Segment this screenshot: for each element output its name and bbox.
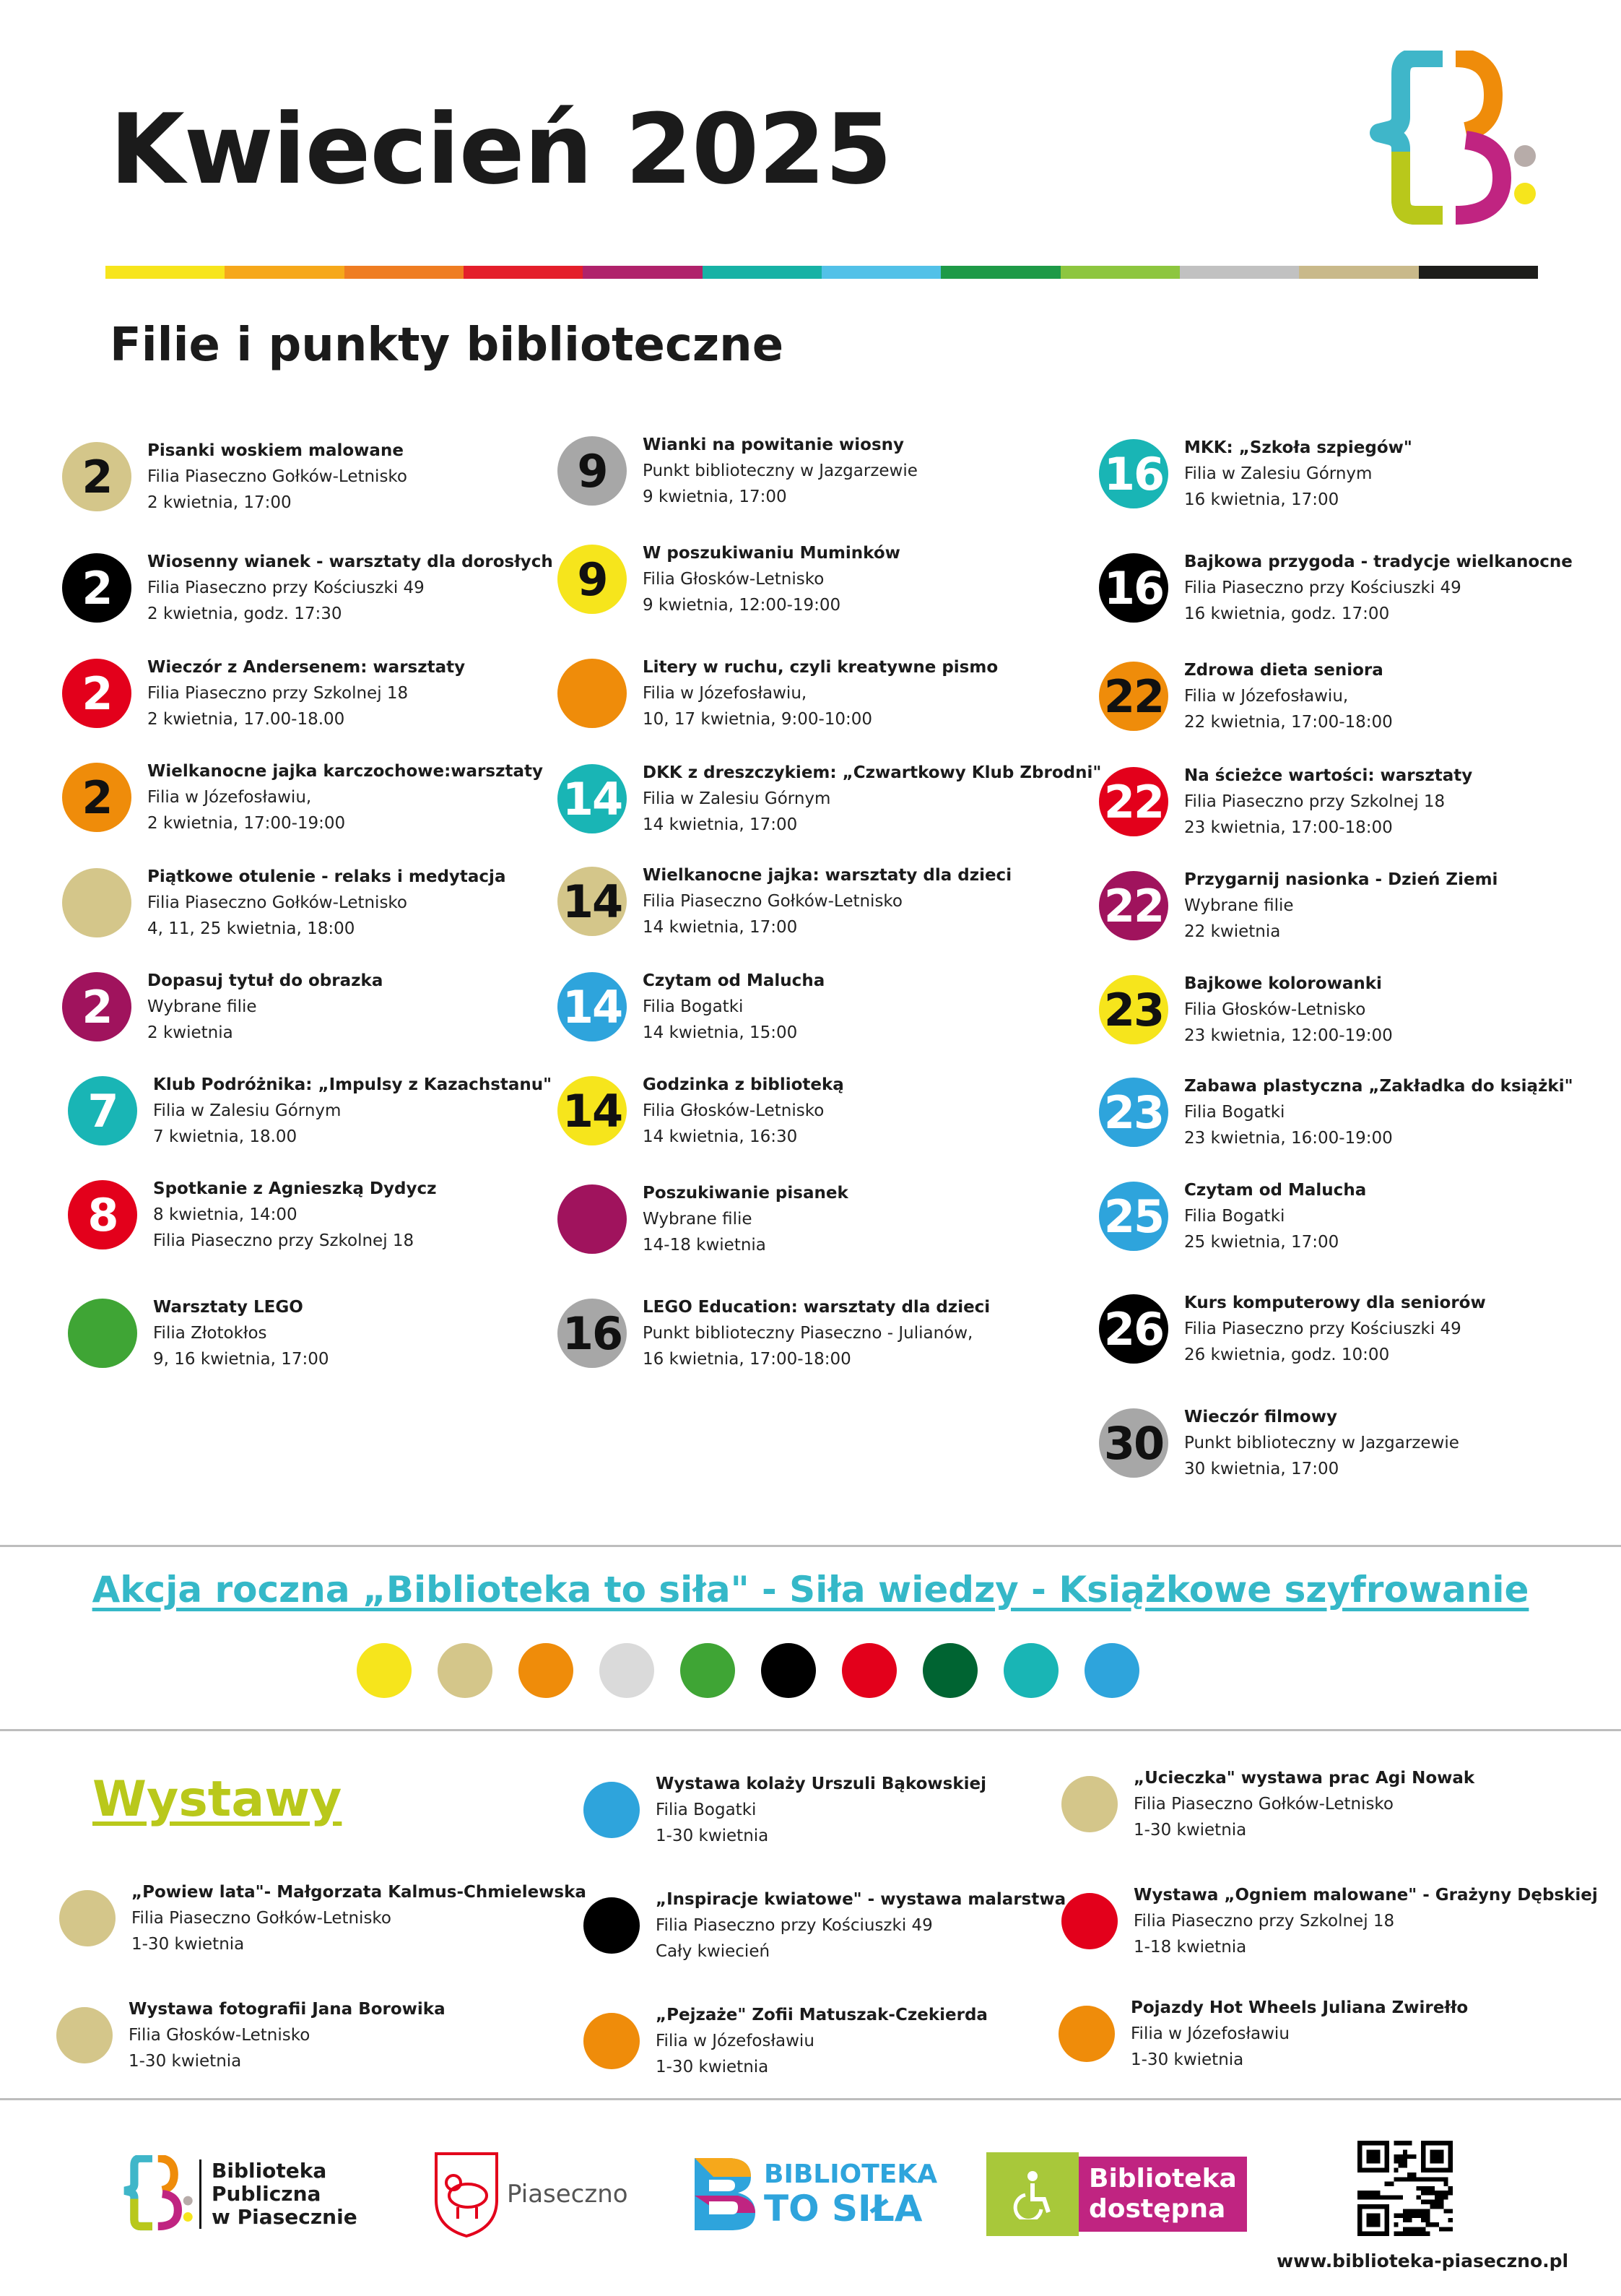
event-info-line: 9 kwietnia, 17:00 [643, 488, 787, 506]
event-title: Pisanki woskiem malowane [147, 441, 404, 460]
event-item [557, 760, 1101, 838]
piaseczno-logo [432, 2149, 628, 2239]
event-details [153, 1072, 552, 1150]
event-info-line: 2 kwietnia, 17:00 [147, 493, 292, 512]
exhibition-item [583, 1771, 986, 1849]
stripe-segment [703, 266, 822, 279]
exhibition-color-dot [59, 1890, 116, 1946]
event-title: Na ścieżce wartości: warsztaty [1184, 766, 1473, 785]
event-day-badge: 26 [1099, 1294, 1168, 1364]
exhibition-info-line: Filia w Józefosławiu [1131, 2024, 1290, 2043]
exhibition-color-dot [583, 2013, 640, 2069]
section-title: Filie i punkty biblioteczne [110, 319, 784, 372]
event-details [643, 1294, 990, 1372]
exhibition-info-line: Filia Piaseczno Gołków-Letnisko [1134, 1795, 1394, 1814]
event-title: Czytam od Malucha [643, 971, 825, 990]
event-details [153, 1176, 436, 1254]
exhibition-info-line: 1-18 kwietnia [1134, 1938, 1247, 1957]
exhibition-details [656, 1886, 1066, 1964]
divider [0, 2098, 1621, 2100]
exhibition-details [1131, 1995, 1468, 2073]
event-details [1184, 971, 1393, 1049]
event-item [557, 1294, 990, 1372]
biblioteka-dostepna-logo [986, 2152, 1247, 2236]
exhibition-details [1134, 1765, 1474, 1843]
event-item [1099, 1404, 1459, 1482]
event-title: Czytam od Malucha [1184, 1181, 1367, 1200]
event-info-line: 2 kwietnia, 17:00-19:00 [147, 814, 346, 833]
event-item [62, 438, 407, 516]
event-info-line: Filia Piaseczno przy Szkolnej 18 [153, 1231, 414, 1250]
exhibition-item [59, 1879, 586, 1957]
exhibition-title: Wystawa kolaży Urszuli Bąkowskiej [656, 1775, 986, 1793]
event-day-badge: 7 [68, 1076, 137, 1145]
campaign-dot [1085, 1643, 1139, 1698]
exhibition-item [1061, 1882, 1598, 1960]
exhibition-title: „Powiew lata"- Małgorzata Kalmus-Chmielewska [131, 1883, 586, 1902]
qr-code-icon[interactable] [1357, 2141, 1453, 2236]
event-day-badge: 2 [62, 659, 131, 728]
event-info-line: 2 kwietnia, godz. 17:30 [147, 605, 342, 623]
exhibition-title: „Ucieczka" wystawa prac Agi Nowak [1134, 1769, 1475, 1788]
exhibition-item [1059, 1995, 1468, 2073]
stripe-segment [1180, 266, 1299, 279]
event-day-badge: 30 [1099, 1408, 1168, 1478]
event-info-line: 23 kwietnia, 17:00-18:00 [1184, 818, 1393, 837]
exhibition-color-dot [583, 1782, 640, 1838]
event-info-line: 23 kwietnia, 16:00-19:00 [1184, 1129, 1393, 1148]
stripe-segment [344, 266, 464, 279]
event-day-badge: 9 [557, 545, 627, 614]
event-details [147, 758, 543, 836]
exhibition-info-line: 1-30 kwietnia [656, 1827, 769, 1845]
campaign-dot [438, 1643, 492, 1698]
event-day-badge [557, 659, 627, 728]
event-details [1184, 1073, 1573, 1151]
event-day-badge [557, 1184, 627, 1254]
exhibitions-heading[interactable]: Wystawy [92, 1771, 342, 1828]
event-title: W poszukiwaniu Muminków [643, 544, 900, 563]
exhibition-details [656, 2002, 988, 2080]
event-day-badge: 9 [557, 436, 627, 506]
exhibition-info-line: Cały kwiecień [656, 1942, 770, 1961]
exhibition-info-line: Filia w Józefosławiu [656, 2032, 814, 2050]
stripe-segment [105, 266, 225, 279]
event-info-line: 16 kwietnia, 17:00-18:00 [643, 1350, 851, 1369]
event-item [557, 1180, 848, 1258]
event-day-badge: 14 [557, 764, 627, 833]
event-info-line: 2 kwietnia [147, 1023, 233, 1042]
annual-campaign-link[interactable]: Akcja roczna „Biblioteka to siła" - Siła wiedzy - Książkowe szyfrowanie [92, 1569, 1529, 1611]
event-details [643, 862, 1012, 940]
event-info-line: Punkt biblioteczny Piaseczno - Julianów, [643, 1324, 973, 1343]
event-details [147, 968, 383, 1046]
event-item [62, 864, 505, 942]
website-url[interactable]: www.biblioteka-piaseczno.pl [1277, 2250, 1569, 2271]
event-details [643, 1072, 844, 1150]
exhibition-color-dot [583, 1897, 640, 1954]
exhibition-item [1061, 1765, 1474, 1843]
event-info-line: Wybrane filie [643, 1210, 752, 1229]
event-details [1184, 1290, 1486, 1368]
event-item [68, 1176, 436, 1254]
event-title: MKK: „Szkoła szpiegów" [1184, 438, 1412, 457]
event-day-badge: 22 [1099, 662, 1168, 731]
event-info-line: 22 kwietnia [1184, 922, 1281, 941]
event-info-line: Filia Bogatki [643, 997, 744, 1016]
stripe-segment [1299, 266, 1418, 279]
event-info-line: Filia Piaseczno przy Kościuszki 49 [147, 579, 425, 597]
event-info-line: Wybrane filie [1184, 896, 1294, 915]
event-info-line: Filia Głosków-Letnisko [1184, 1000, 1366, 1019]
event-info-line: 26 kwietnia, godz. 10:00 [1184, 1346, 1390, 1364]
exhibition-details [1134, 1882, 1598, 1960]
event-title: Poszukiwanie pisanek [643, 1184, 848, 1203]
stripe-segment [941, 266, 1060, 279]
event-info-line: 14 kwietnia, 16:30 [643, 1127, 798, 1146]
event-details [643, 1180, 848, 1258]
library-footer-logo [116, 2155, 357, 2233]
exhibition-details [656, 1771, 986, 1849]
event-item [1099, 1290, 1486, 1368]
event-day-badge: 14 [557, 867, 627, 936]
exhibition-info-line: 1-30 kwietnia [131, 1935, 245, 1954]
biblioteka-to-sila-logo [692, 2155, 937, 2233]
event-title: Warsztaty LEGO [153, 1298, 303, 1317]
accessibility-icon [986, 2152, 1079, 2236]
event-info-line: Filia w Józefosławiu, [643, 684, 807, 703]
campaign-dot [1004, 1643, 1059, 1698]
event-info-line: 14 kwietnia, 17:00 [643, 815, 798, 834]
event-day-badge: 16 [1099, 553, 1168, 623]
event-title: Wielkanocne jajka: warsztaty dla dzieci [643, 866, 1012, 885]
event-info-line: Filia w Zalesiu Górnym [1184, 464, 1373, 483]
event-day-badge: 2 [62, 763, 131, 832]
event-info-line: 8 kwietnia, 14:00 [153, 1205, 297, 1224]
event-day-badge: 2 [62, 553, 131, 623]
event-title: Wianki na powitanie wiosny [643, 436, 905, 454]
event-info-line: 14-18 kwietnia [643, 1236, 766, 1255]
campaign-dot [357, 1643, 412, 1698]
library-logo-icon [1357, 51, 1538, 231]
event-title: Dopasuj tytuł do obrazka [147, 971, 383, 990]
exhibition-info-line: Filia Bogatki [656, 1801, 757, 1819]
event-item [557, 968, 825, 1046]
exhibition-title: Pojazdy Hot Wheels Juliana Zwirełło [1131, 1998, 1469, 2017]
campaign-dot [518, 1643, 573, 1698]
event-info-line: 10, 17 kwietnia, 9:00-10:00 [643, 710, 873, 729]
event-title: Wieczór z Andersenem: warsztaty [147, 658, 466, 677]
exhibition-color-dot [1061, 1893, 1118, 1949]
exhibition-color-dot [56, 2007, 113, 2063]
event-item [557, 432, 918, 510]
campaign-dot [923, 1643, 978, 1698]
event-day-badge: 23 [1099, 975, 1168, 1044]
event-details [1184, 657, 1393, 735]
event-info-line: Filia Piaseczno przy Szkolnej 18 [147, 684, 409, 703]
event-day-badge: 14 [557, 972, 627, 1041]
exhibition-title: Wystawa fotografii Jana Borowika [129, 2000, 446, 2019]
event-day-badge: 16 [557, 1299, 627, 1368]
event-details [643, 968, 825, 1046]
accessible-line: dostępna [1089, 2194, 1226, 2224]
event-title: Godzinka z biblioteką [643, 1075, 844, 1094]
event-details [643, 432, 918, 510]
stripe-segment [822, 266, 941, 279]
event-item [62, 549, 553, 627]
event-info-line: 16 kwietnia, 17:00 [1184, 490, 1339, 509]
exhibition-info-line: 1-30 kwietnia [656, 2058, 769, 2076]
exhibition-info-line: Filia Piaseczno przy Szkolnej 18 [1134, 1912, 1395, 1931]
event-info-line: 30 kwietnia, 17:00 [1184, 1460, 1339, 1478]
library-name-line: w Piasecznie [212, 2205, 357, 2229]
exhibition-info-line: 1-30 kwietnia [129, 2052, 242, 2071]
event-item [62, 654, 465, 732]
exhibition-item [56, 1996, 446, 2074]
event-info-line: 25 kwietnia, 17:00 [1184, 1233, 1339, 1252]
event-info-line: Filia Bogatki [1184, 1103, 1285, 1122]
event-info-line: 4, 11, 25 kwietnia, 18:00 [147, 919, 355, 938]
exhibition-info-line: 1-30 kwietnia [1131, 2050, 1244, 2069]
event-item [68, 1294, 329, 1372]
exhibition-color-dot [1059, 2006, 1115, 2062]
exhibition-info-line: Filia Głosków-Letnisko [129, 2026, 310, 2045]
city-name: Piaseczno [507, 2180, 628, 2209]
event-info-line: Filia Głosków-Letnisko [643, 570, 825, 589]
page-title: Kwiecień 2025 [110, 93, 892, 206]
exhibition-item [583, 2002, 988, 2080]
event-info-line: Filia Piaseczno Gołków-Letnisko [147, 467, 408, 486]
event-details [643, 654, 998, 732]
event-details [1184, 867, 1498, 945]
stripe-segment [464, 266, 583, 279]
exhibition-details [131, 1879, 586, 1957]
event-item [1099, 657, 1393, 735]
event-title: Zdrowa dieta seniora [1184, 661, 1383, 680]
event-title: LEGO Education: warsztaty dla dzieci [643, 1298, 991, 1317]
exhibition-info-line: 1-30 kwietnia [1134, 1821, 1247, 1840]
event-item [557, 654, 998, 732]
exhibition-info-line: Filia Piaseczno przy Kościuszki 49 [656, 1916, 933, 1935]
event-details [643, 760, 1101, 838]
campaign-dot [680, 1643, 735, 1698]
exhibition-details [129, 1996, 446, 2074]
event-item [1099, 1073, 1573, 1151]
color-stripe [105, 266, 1538, 279]
event-details [643, 540, 900, 618]
event-info-line: Filia w Józefosławiu, [1184, 687, 1349, 706]
exhibition-title: Wystawa „Ogniem malowane" - Grażyny Dębskiej [1134, 1886, 1598, 1905]
event-info-line: Filia Piaseczno przy Szkolnej 18 [1184, 792, 1446, 811]
event-item [1099, 867, 1498, 945]
event-details [147, 654, 465, 732]
event-title: Litery w ruchu, czyli kreatywne pismo [643, 658, 999, 677]
event-info-line: 9, 16 kwietnia, 17:00 [153, 1350, 329, 1369]
bts-line: TO SIŁA [764, 2188, 923, 2230]
event-day-badge: 22 [1099, 767, 1168, 836]
library-name-line: Publiczna [212, 2182, 321, 2206]
bts-line: BIBLIOTEKA [764, 2159, 938, 2189]
event-title: Klub Podróżnika: „Impulsy z Kazachstanu" [153, 1075, 552, 1094]
event-day-badge [62, 868, 131, 937]
event-item [1099, 971, 1393, 1049]
library-small-icon [116, 2155, 194, 2233]
event-day-badge: 2 [62, 442, 131, 511]
event-day-badge: 22 [1099, 871, 1168, 940]
event-details [153, 1294, 329, 1372]
event-info-line: 16 kwietnia, godz. 17:00 [1184, 605, 1390, 623]
event-title: Wielkanocne jajka karczochowe:warsztaty [147, 762, 543, 781]
event-title: Bajkowa przygoda - tradycje wielkanocne [1184, 553, 1573, 571]
exhibition-item [583, 1886, 1066, 1964]
event-title: Zabawa plastyczna „Zakładka do książki" [1184, 1077, 1573, 1096]
event-item [1099, 1177, 1366, 1255]
stripe-segment [583, 266, 702, 279]
event-title: Wiosenny wianek - warsztaty dla dorosłych [147, 553, 553, 571]
campaign-dot [761, 1643, 816, 1698]
event-item [557, 862, 1012, 940]
event-info-line: Filia Złotokłos [153, 1324, 267, 1343]
event-info-line: 7 kwietnia, 18.00 [153, 1127, 297, 1146]
event-info-line: 22 kwietnia, 17:00-18:00 [1184, 713, 1393, 732]
event-info-line: 23 kwietnia, 12:00-19:00 [1184, 1026, 1393, 1045]
event-item [557, 540, 900, 618]
event-details [1184, 549, 1573, 627]
stripe-segment [1061, 266, 1180, 279]
event-day-badge: 16 [1099, 439, 1168, 508]
event-details [1184, 1177, 1366, 1255]
stripe-segment [1419, 266, 1538, 279]
event-title: Spotkanie z Agnieszką Dydycz [153, 1179, 437, 1198]
exhibition-title: „Inspiracje kwiatowe" - wystawa malarstwa [656, 1890, 1066, 1909]
event-item [68, 1072, 552, 1150]
event-item [62, 758, 543, 836]
divider [0, 1729, 1621, 1731]
event-info-line: 2 kwietnia, 17.00-18.00 [147, 710, 345, 729]
event-title: Kurs komputerowy dla seniorów [1184, 1294, 1486, 1312]
event-title: Przygarnij nasionka - Dzień Ziemi [1184, 870, 1498, 889]
event-day-badge [68, 1299, 137, 1368]
event-details [1184, 435, 1412, 513]
library-name-line: Biblioteka [212, 2159, 327, 2183]
event-info-line: Filia Bogatki [1184, 1207, 1285, 1226]
event-info-line: Filia Głosków-Letnisko [643, 1101, 825, 1120]
event-details [147, 549, 553, 627]
event-info-line: Punkt biblioteczny w Jazgarzewie [1184, 1434, 1459, 1452]
event-title: Piątkowe otulenie - relaks i medytacja [147, 867, 506, 886]
bts-b-icon [692, 2155, 758, 2233]
event-item [1099, 435, 1412, 513]
event-info-line: Filia Piaseczno Gołków-Letnisko [147, 893, 408, 912]
event-day-badge: 23 [1099, 1078, 1168, 1147]
event-info-line: 14 kwietnia, 15:00 [643, 1023, 798, 1042]
piaseczno-coat-of-arms-icon [432, 2149, 501, 2239]
event-info-line: Filia w Józefosławiu, [147, 788, 312, 807]
event-title: Wieczór filmowy [1184, 1408, 1337, 1426]
event-info-line: 14 kwietnia, 17:00 [643, 918, 798, 937]
event-day-badge: 25 [1099, 1182, 1168, 1251]
event-item [62, 968, 383, 1046]
event-info-line: Filia Piaseczno Gołków-Letnisko [643, 892, 903, 911]
exhibition-title: „Pejzaże" Zofii Matuszak-Czekierda [656, 2006, 988, 2024]
campaign-dot [842, 1643, 897, 1698]
event-info-line: Punkt biblioteczny w Jazgarzewie [643, 462, 918, 480]
event-info-line: 9 kwietnia, 12:00-19:00 [643, 596, 841, 615]
event-details [147, 438, 407, 516]
event-details [1184, 763, 1472, 841]
stripe-segment [225, 266, 344, 279]
event-day-badge: 2 [62, 972, 131, 1041]
event-info-line: Filia Piaseczno przy Kościuszki 49 [1184, 1320, 1461, 1338]
exhibition-info-line: Filia Piaseczno Gołków-Letnisko [131, 1909, 392, 1928]
event-info-line: Filia w Zalesiu Górnym [643, 789, 831, 808]
campaign-dot [599, 1643, 654, 1698]
event-day-badge: 8 [68, 1180, 137, 1249]
exhibition-color-dot [1061, 1776, 1118, 1832]
event-item [1099, 763, 1472, 841]
event-info-line: Wybrane filie [147, 997, 257, 1016]
campaign-color-dots [357, 1643, 1139, 1698]
event-day-badge: 14 [557, 1076, 627, 1145]
event-info-line: Filia w Zalesiu Górnym [153, 1101, 342, 1120]
divider [0, 1545, 1621, 1547]
event-details [147, 864, 505, 942]
event-details [1184, 1404, 1459, 1482]
event-title: DKK z dreszczykiem: „Czwartkowy Klub Zbrodni" [643, 763, 1102, 782]
event-item [557, 1072, 844, 1150]
event-item [1099, 549, 1573, 627]
event-title: Bajkowe kolorowanki [1184, 974, 1382, 993]
accessible-line: Biblioteka [1089, 2164, 1237, 2193]
event-info-line: Filia Piaseczno przy Kościuszki 49 [1184, 579, 1461, 597]
